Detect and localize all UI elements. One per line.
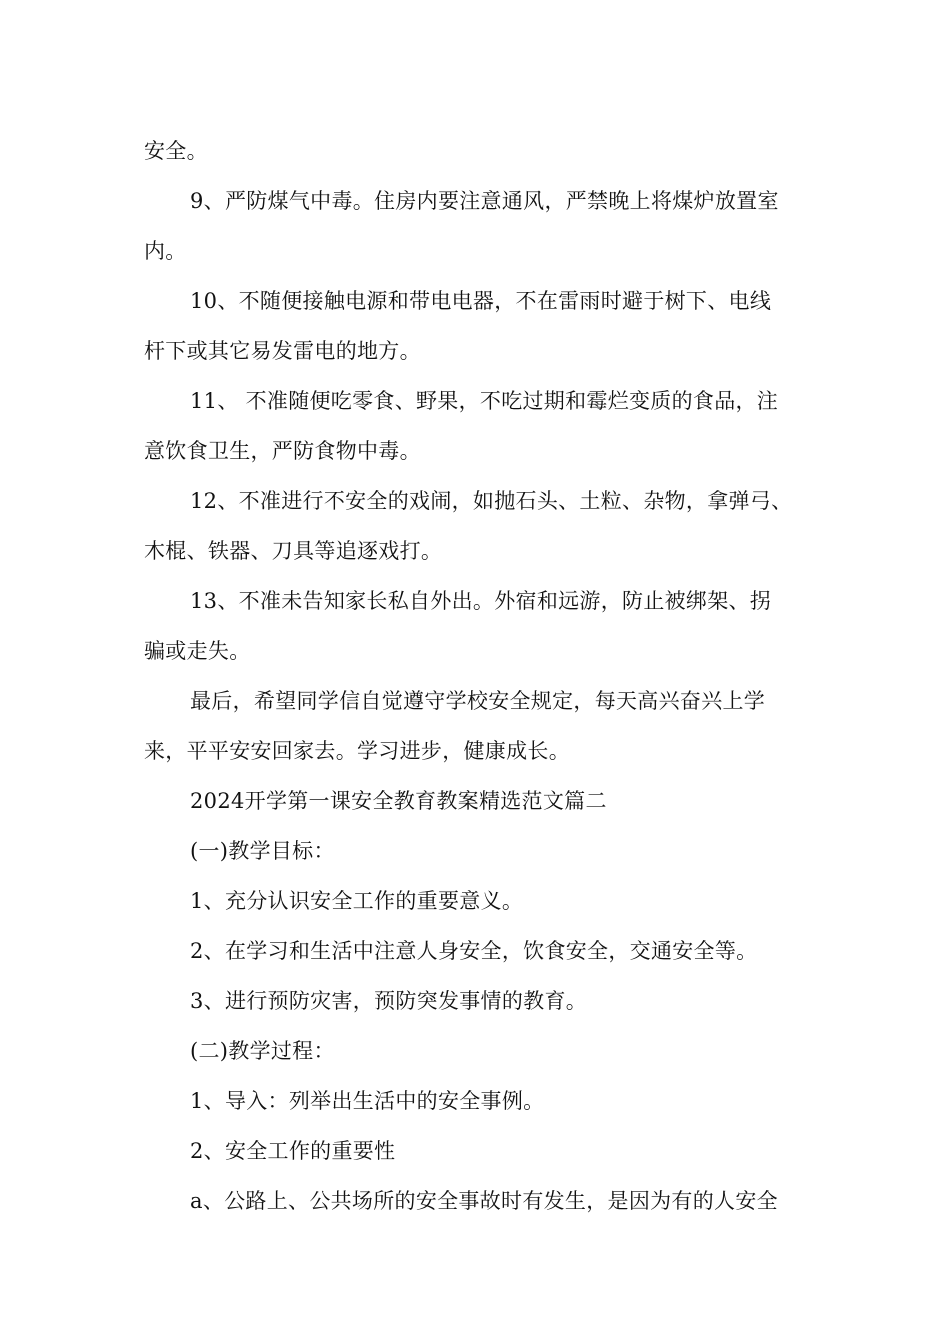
text-line: 木棍、铁器、刀具等追逐戏打。 (144, 539, 443, 563)
text-line: 杆下或其它易发雷电的地方。 (144, 339, 421, 363)
text-line: 11、 不准随便吃零食、野果，不吃过期和霉烂变质的食品，注 (190, 389, 779, 413)
subheading: (二)教学过程： (190, 1039, 335, 1063)
text-line: 来，平平安安回家去。学习进步，健康成长。 (144, 739, 570, 763)
text-line: 13、不准未告知家长私自外出。外宿和远游，防止被绑架、拐 (190, 589, 772, 613)
list-item: 1、导入：列举出生活中的安全事例。 (190, 1089, 545, 1113)
list-item: 3、进行预防灾害，预防突发事情的教育。 (190, 989, 588, 1013)
text-line: 安全。 (144, 139, 208, 163)
subheading: (一)教学目标： (190, 839, 335, 863)
list-item: 2、在学习和生活中注意人身安全，饮食安全，交通安全等。 (190, 939, 758, 963)
text-line: 意饮食卫生，严防食物中毒。 (144, 439, 421, 463)
list-item: 1、充分认识安全工作的重要意义。 (190, 889, 524, 913)
text-line: 10、不随便接触电源和带电电器，不在雷雨时避于树下、电线 (190, 289, 772, 313)
text-line: 9、严防煤气中毒。住房内要注意通风，严禁晚上将煤炉放置室 (190, 189, 779, 213)
section-heading: 2024开学第一课安全教育教案精选范文篇二 (190, 789, 607, 813)
list-item: 2、安全工作的重要性 (190, 1139, 396, 1163)
text-line: 最后，希望同学信自觉遵守学校安全规定，每天高兴奋兴上学 (190, 689, 766, 713)
list-item: a、公路上、公共场所的安全事故时有发生，是因为有的人安全 (190, 1189, 778, 1213)
text-line: 12、不准进行不安全的戏闹，如抛石头、土粒、杂物，拿弹弓、 (190, 489, 793, 513)
text-line: 骗或走失。 (144, 639, 251, 663)
text-line: 内。 (144, 239, 187, 263)
